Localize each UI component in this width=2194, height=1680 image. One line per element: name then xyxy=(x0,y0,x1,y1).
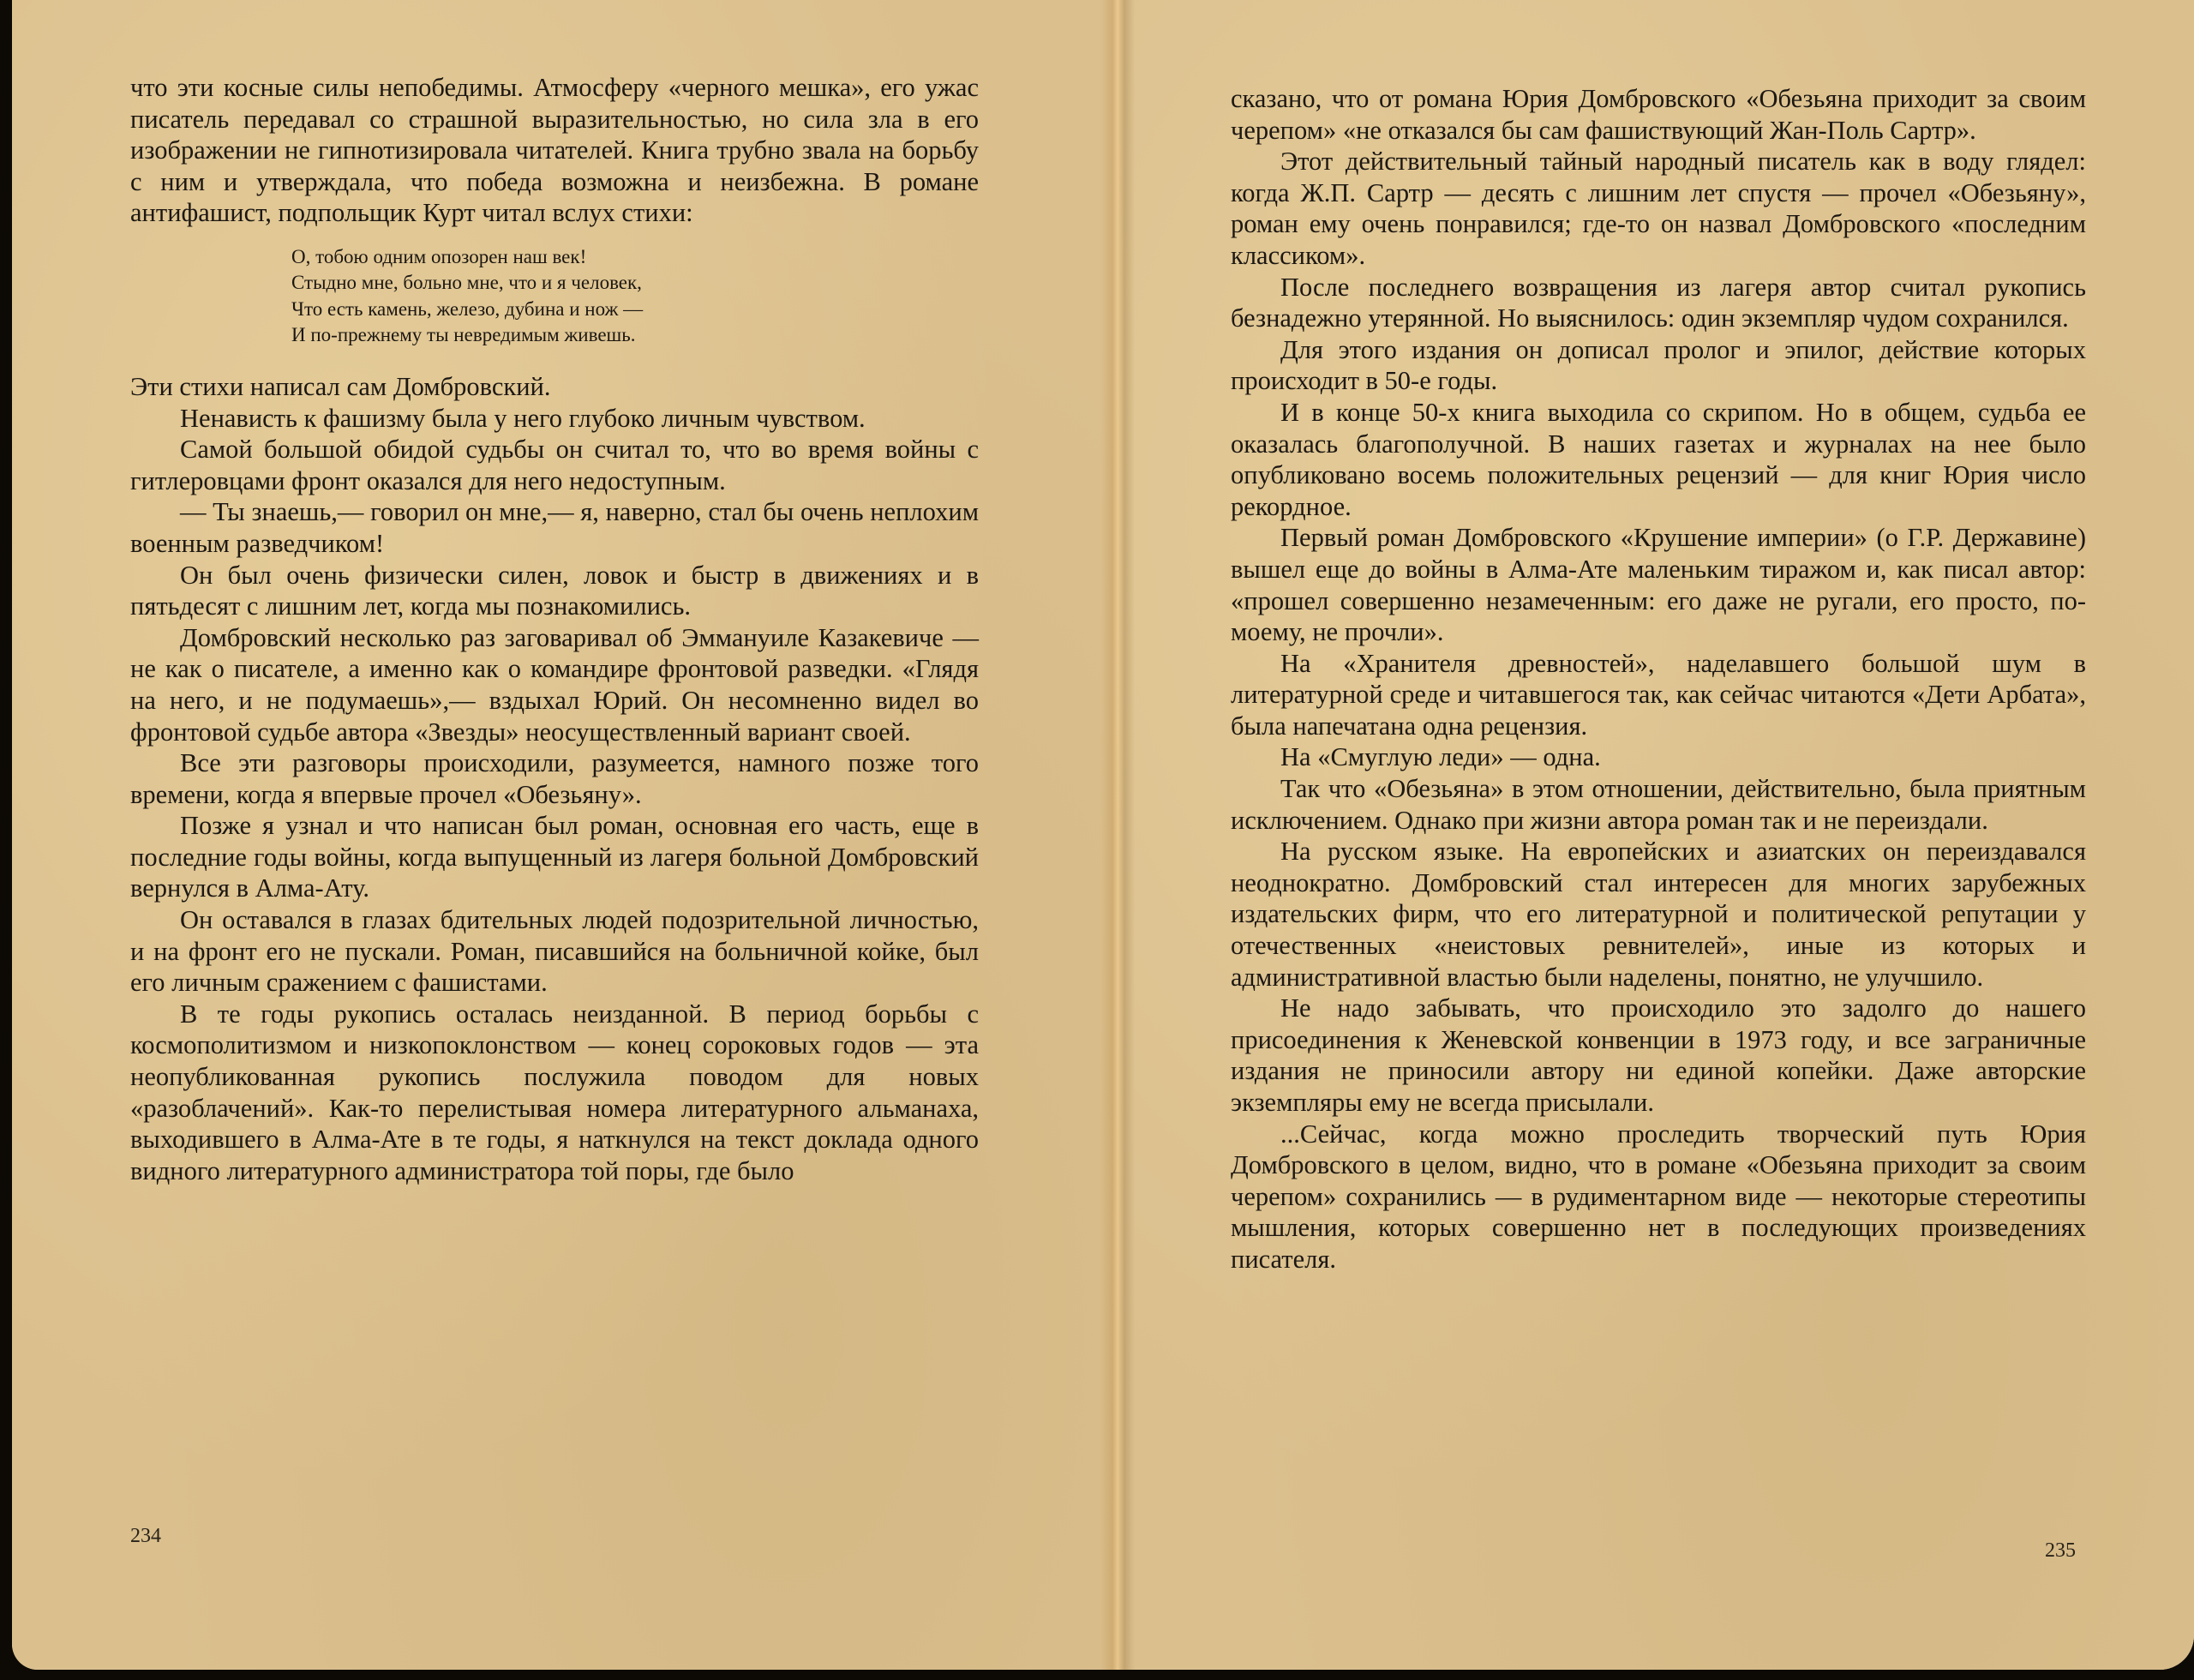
paragraph: На «Смуглую леди» — одна. xyxy=(1280,742,1601,772)
dialogue-paragraph: — Ты знаешь,— говорил он мне,— я, наверно, стал бы очень неплохим военным разведчиком! xyxy=(130,497,979,558)
paragraph: Домбровский несколько раз заговаривал об Эммануиле Казакевиче — не как о писателе, а именно как о командире фронтовой разведки. «Глядя на него, и не подумаешь»,— вздыхал Юрий. Он несомненно видел во фронтовой судьбе автора «Звезды» неосуществленный вариант своей. xyxy=(130,622,979,747)
paragraph: Позже я узнал и что написан был роман, основная его часть, еще в последние годы войны, когда выпущенный из лагеря больной Домбровский вернулся в Алма-Ату. xyxy=(130,811,979,903)
page-number-left: 234 xyxy=(130,1525,161,1547)
paragraph: На русском языке. На европейских и азиатских он переиздавался неоднократно. Домбровский стал интересен для многих зарубежных издательских фирм, что его литературной и политической репутации у отечественных «неистовых ревнителей», иные из которых и административной властью были наделены, понятно, не улучшило. xyxy=(1231,837,2086,992)
poem-verse xyxy=(291,244,979,349)
paragraph: Он был очень физически силен, ловок и быстр в движениях и в пятьдесят с лишним лет, когда мы познакомились. xyxy=(130,560,979,621)
left-page-text xyxy=(130,72,979,1186)
paragraph: После последнего возвращения из лагеря автор считал рукопись безнадежно утерянной. Но выяснилось: один экземпляр чудом сохранился. xyxy=(1231,272,2086,333)
book-spread xyxy=(12,0,2194,1670)
paragraph: что эти косные силы непобедимы. Атмосферу «черного мешка», его ужас писатель передавал со страшной выразительностью, но сила зла в его изображении не гипнотизировала читателей. Книга трубно звала на борьбу с ним и утверждала, что победа возможна и неизбежна. В романе антифашист, подпольщик Курт читал вслух стихи: xyxy=(130,73,979,228)
verse-line: Стыдно мне, больно мне, что и я человек, xyxy=(291,272,642,294)
paragraph: ...Сейчас, когда можно проследить творческий путь Юрия Домбровского в целом, видно, что в романе «Обезьяна приходит за своим черепом» сохранились — в рудиментарном виде — некоторые стереотипы мышления, которых совершенно нет в последующих произведениях писателя. xyxy=(1231,1119,2086,1274)
book-spine xyxy=(1100,0,1135,1670)
verse-line: Что есть камень, железо, дубина и нож — xyxy=(291,297,644,320)
paragraph: И в конце 50-х книга выходила со скрипом. Но в общем, судьба ее оказалась благополучной. В наших газетах и журналах на нее было опубликовано восемь положительных рецензий — для книг Юрия число рекордное. xyxy=(1231,397,2086,521)
paragraph: В те годы рукопись осталась неизданной. В период борьбы с космополитизмом и низкопоклонством — конец сороковых годов — эта неопубликованная рукопись послужила поводом для новых «разоблачений». Как-то перелистывая номера литературного альманаха, выходившего в Алма-Ате в те годы, я наткнулся на текст доклада одного видного литературного администратора той поры, где было xyxy=(130,999,979,1185)
paragraph: Так что «Обезьяна» в этом отношении, действительно, была приятным исключением. Однако при жизни автора роман так и не переиздали. xyxy=(1231,774,2086,835)
right-page-text xyxy=(1231,83,2086,1275)
paragraph: Этот действительный тайный народный писатель как в воду глядел: когда Ж.П. Сартр — десять с лишним лет спустя — прочел «Обезьяну», роман ему очень понравился; где-то он назвал Домбровского «последним классиком». xyxy=(1231,147,2086,270)
paragraph: Для этого издания он дописал пролог и эпилог, действие которых происходит в 50-е годы. xyxy=(1231,334,2086,396)
paragraph: Не надо забывать, что происходило это задолго до нашего присоединения к Женевской конвенции в 1973 году, и все заграничные издания не приносили автору ни единой копейки. Даже авторские экземпляры ему не всегда присылали. xyxy=(1231,993,2086,1117)
page-number-right: 235 xyxy=(2045,1539,2076,1562)
paragraph: Самой большой обидой судьбы он считал то, что во время войны с гитлеровцами фронт оказался для него недоступным. xyxy=(130,435,979,495)
verse-line: И по-прежнему ты невредимым живешь. xyxy=(291,324,636,346)
paragraph: Эти стихи написал сам Домбровский. xyxy=(130,371,551,401)
paragraph: Все эти разговоры происходили, разумеется, намного позже того времени, когда я впервые прочел «Обезьяну». xyxy=(130,748,979,809)
paragraph: На «Хранителя древностей», наделавшего большой шум в литературной среде и читавшегося так, как сейчас читаются «Дети Арбата», была напечатана одна рецензия. xyxy=(1231,648,2086,741)
paragraph: сказано, что от романа Юрия Домбровского «Обезьяна приходит за своим черепом» «не отказался бы сам фашиствующий Жан-Поль Сартр». xyxy=(1231,84,2086,145)
scan-background xyxy=(0,1670,2194,1680)
paragraph: Ненависть к фашизму была у него глубоко личным чувством. xyxy=(180,403,866,433)
verse-line: О, тобою одним опозорен наш век! xyxy=(291,245,587,267)
paragraph: Первый роман Домбровского «Крушение империи» (о Г.Р. Державине) вышел еще до войны в Алма-Ате маленьким тиражом и, как писал автор: «прошел совершенно незамеченным: его даже не ругали, его просто, по-моему, не прочли». xyxy=(1231,523,2086,647)
paragraph: Он оставался в глазах бдительных людей подозрительной личностью, и на фронт его не пускали. Роман, писавшийся на больничной койке, был его личным сражением с фашистами. xyxy=(130,905,979,998)
